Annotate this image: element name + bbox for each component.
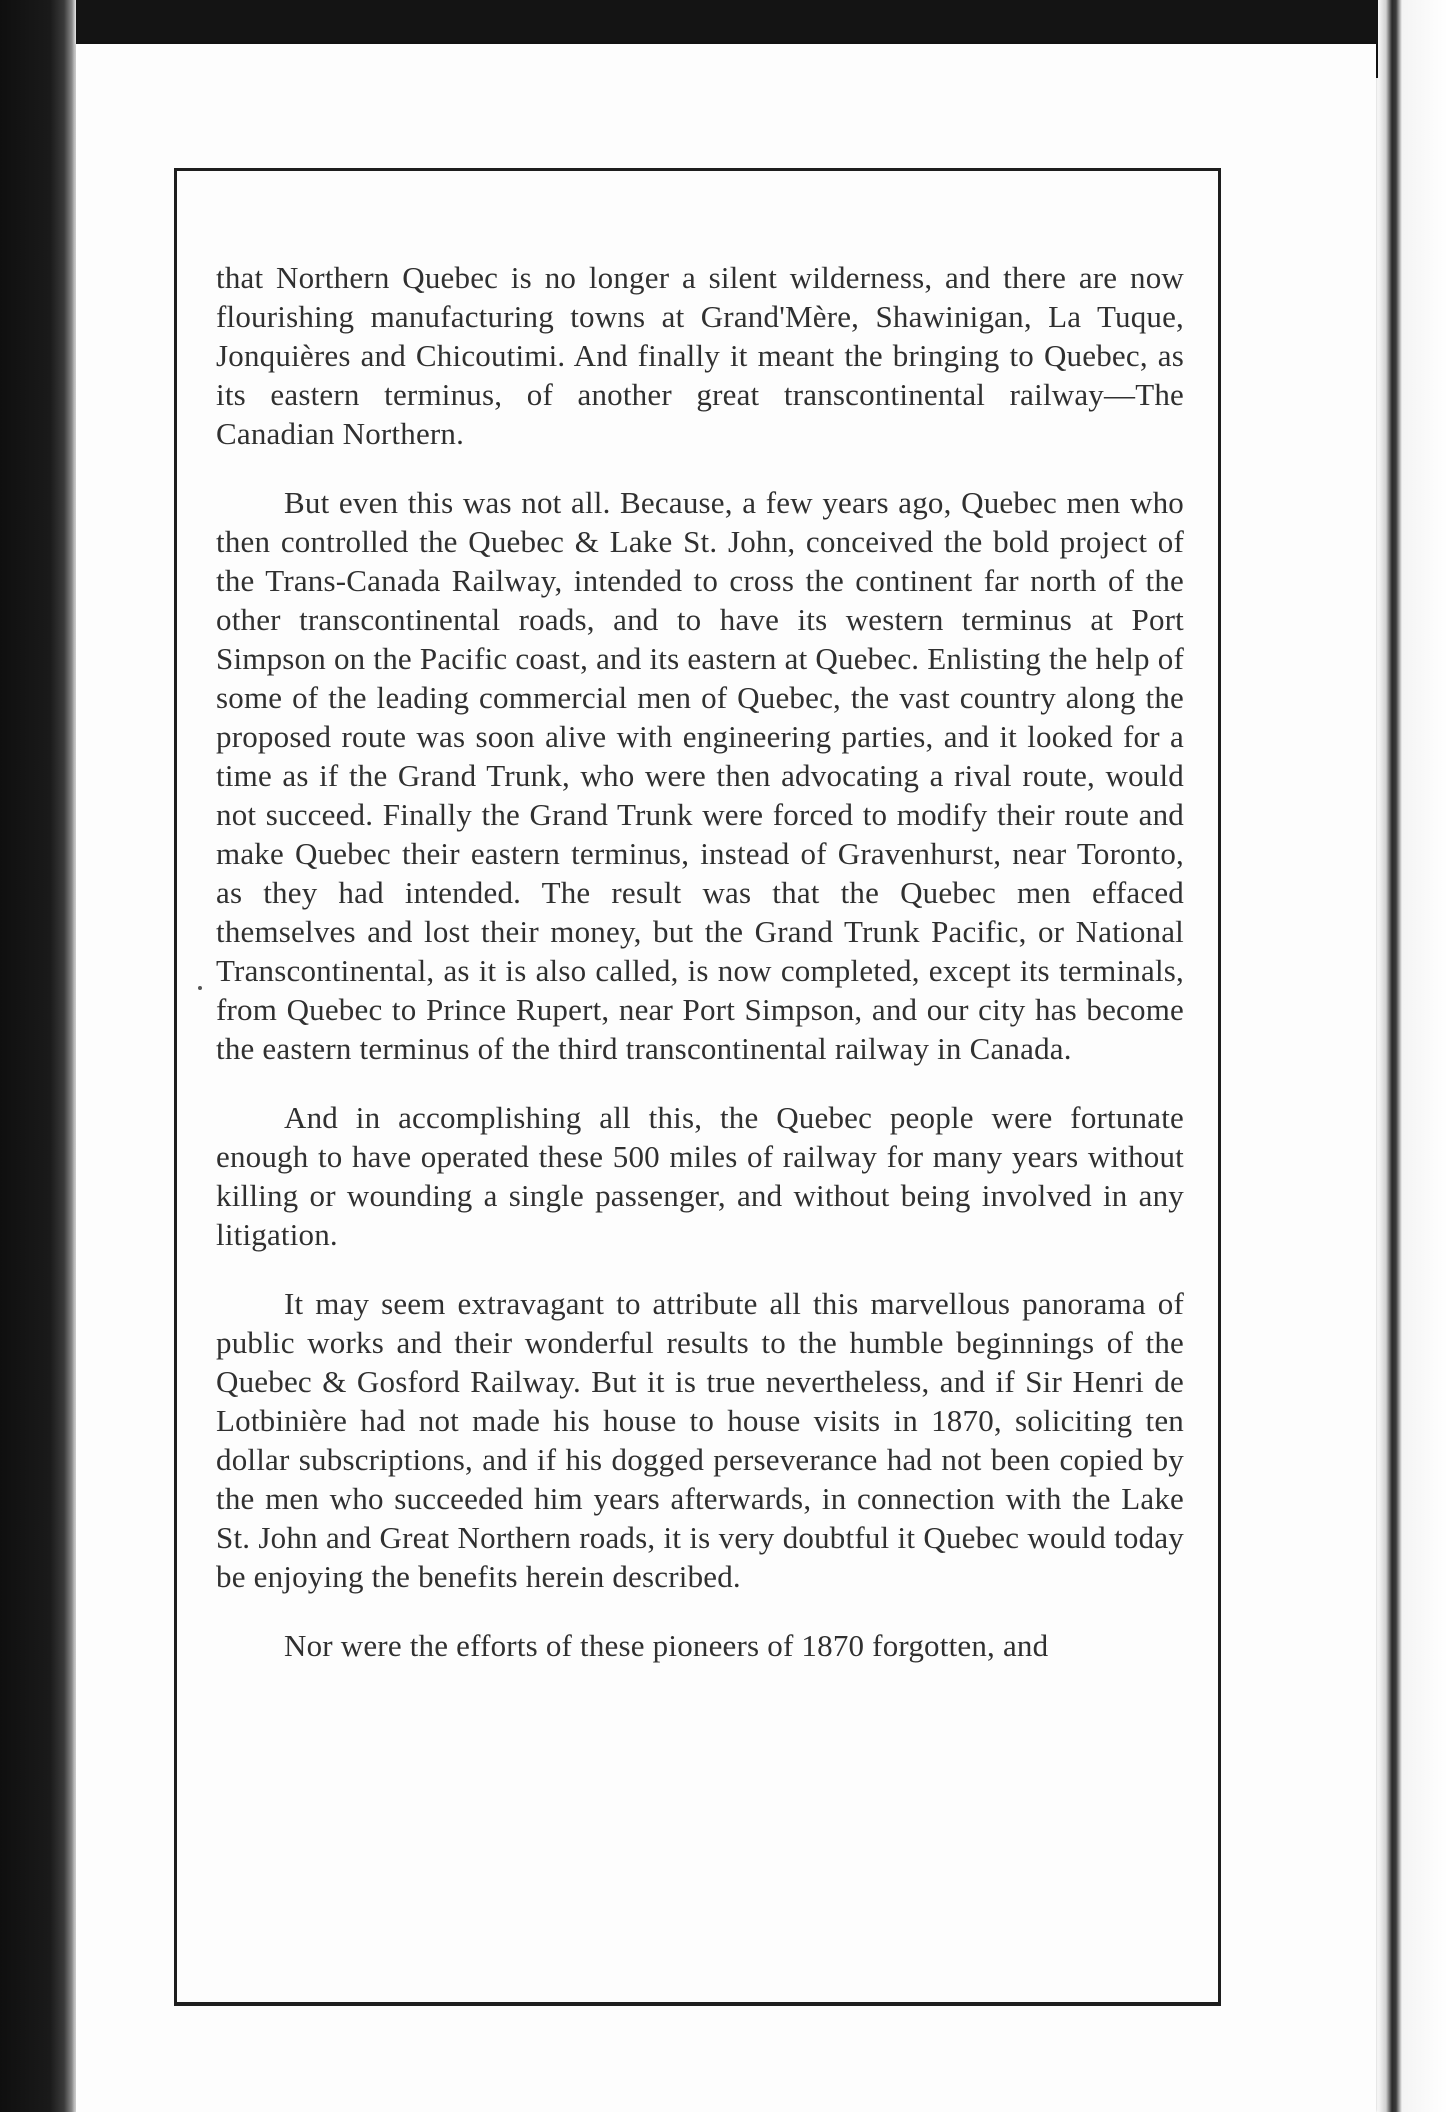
- scan-background-left: [0, 0, 76, 2112]
- paragraph-3: And in accomplishing all this, the Quebec people were fortunate enough to have operated these 500 miles of railway for many years without killing or wounding a single passenger, and without being involved in any litigation.: [216, 1100, 1184, 1252]
- ink-speck: [198, 986, 202, 990]
- paragraph-5: Nor were the efforts of these pioneers of 1870 forgotten, and: [284, 1628, 1049, 1663]
- paragraph-4: It may seem extravagant to attribute all this marvellous panorama of public works and their wonderful results to the humble beginnings of the Quebec & Gosford Railway. But it is true nevertheless, and if Sir Henri de Lotbinière had not made his house to house visits in 1870, soliciting ten dollar subscriptions, and if his dogged perseverance had not been copied by the men who succeeded him years afterwards, in connection with the Lake St. John and Great Northern roads, it is very doubtful it Quebec would today be enjoying the benefits herein described.: [216, 1286, 1184, 1594]
- scan-background-right: [1378, 0, 1448, 2112]
- paragraph-2: But even this was not all. Because, a few years ago, Quebec men who then controlled the Quebec & Lake St. John, conceived the bold project of the Trans-Canada Railway, intended to cross the continent far north of the other transcontinental roads, and to have its western terminus at Port Simpson on the Pacific coast, and its eastern at Quebec. Enlisting the help of some of the leading commercial men of Quebec, the vast country along the proposed route was soon alive with engineering parties, and it looked for a time as if the Grand Trunk, who were then advocating a rival route, would not succeed. Finally the Grand Trunk were forced to modify their route and make Quebec their eastern terminus, instead of Gravenhurst, near Toronto, as they had intended. The result was that the Quebec men effaced themselves and lost their money, but the Grand Trunk Pacific, or National Transcontinental, as it is also called, is now completed, except its terminals, from Quebec to Prince Rupert, near Port Simpson, and our city has become the eastern terminus of the third transcontinental railway in Canada.: [216, 485, 1184, 1066]
- document-body: [216, 258, 1184, 1695]
- paragraph-1: that Northern Quebec is no longer a silent wilderness, and there are now flourishing manufacturing towns at Grand'Mère, Shawinigan, La Tuque, Jonquières and Chicoutimi. And finally it meant the bringing to Quebec, as its eastern terminus, of another great transcontinental railway—The Canadian Northern.: [216, 260, 1184, 451]
